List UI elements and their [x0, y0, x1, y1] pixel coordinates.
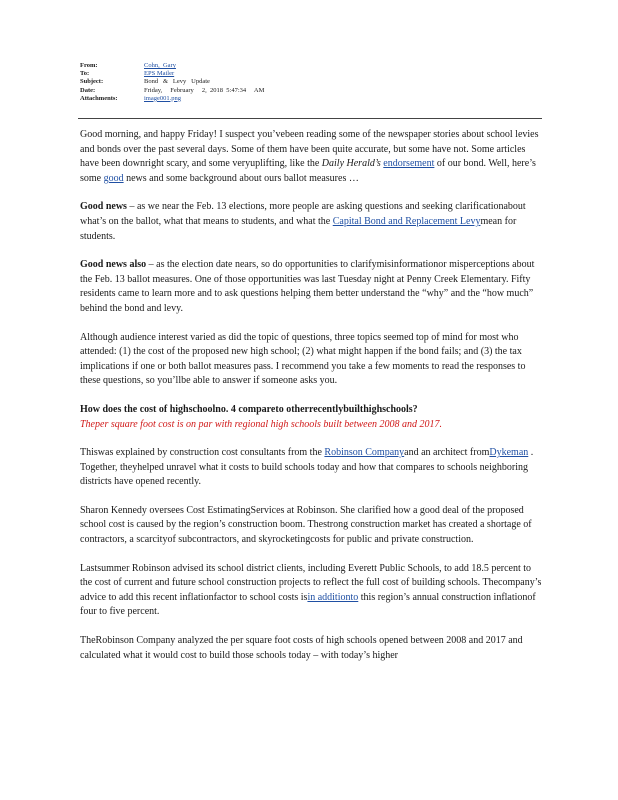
- paragraph-greeting: [80, 128, 542, 186]
- paragraph-good-news: [80, 200, 542, 244]
- topics-text: Although audience interest varied as did the topic of questions, three topics seemed top of mind for most who attended: (1) the cost of the proposed new high school; (2) what might happen if the bond fails; and (3) the tax implications if one or both ballot measures pass. I recommend you take a few moments to read the responses to these questions, so you’llbe able to answer if someone asks you.: [80, 331, 526, 387]
- to-value[interactable]: EPS Mailer: [144, 70, 175, 78]
- endorsement-link[interactable]: endorsement: [383, 158, 435, 170]
- good-news-heading: Good news: [80, 201, 127, 213]
- good-news-text-2: mean for students.: [80, 215, 517, 242]
- paragraph-robinson-analysis: [80, 634, 542, 663]
- good-news-link[interactable]: good: [103, 172, 124, 184]
- last-summer-text-2: this region’s annual construction inflationof four to five percent.: [80, 591, 536, 618]
- header-from-row: [80, 62, 540, 70]
- paragraph-question-1: [80, 403, 542, 432]
- capital-bond-levy-link[interactable]: Capital Bond and Replacement Levy: [332, 215, 481, 227]
- attachment-link[interactable]: image001.png: [144, 94, 182, 102]
- paragraph-sharon-kennedy: [80, 504, 542, 548]
- paragraph-last-summer: [80, 562, 542, 620]
- daily-herald-text: Daily Herald’s: [321, 158, 381, 170]
- attachments-label: Attachments:: [80, 94, 118, 102]
- date-value: Friday, February 2, 2018 5:47:34 AM: [144, 86, 265, 94]
- from-value[interactable]: Cohn, Gary: [144, 62, 176, 69]
- greeting-text-4: news and some background about ours ballot measures …: [123, 172, 359, 184]
- robinson-analysis-text: TheRobinson Company analyzed the per square foot costs of high schools opened between 2008 and 2017 and calculated what it would cost to build those schools today – with today’s higher: [80, 635, 523, 661]
- in-addition-to-link[interactable]: in additionto: [307, 591, 359, 603]
- greeting-text-3: of our bond. Well, here’s some: [80, 158, 536, 184]
- good-news-text-1: – as we near the Feb. 13 elections, more people are asking questions and seeking clarificationabout what’s on the ballot, what that means to students, and what the: [80, 201, 526, 227]
- header-attachments-row: [80, 95, 540, 103]
- last-summer-text-1: Lastsummer Robinson advised its school district clients, including Everett Public Schools, to add 18.5 percent to the cost of current and future school construction projects to reflect the full cost of building schools. Thecompany’s advice to add this recent inflationfactor to school costs is: [80, 562, 542, 603]
- subject-value: Bond & Levy Update: [144, 78, 210, 86]
- header-divider: [78, 118, 542, 119]
- email-body: [80, 128, 542, 663]
- greeting-text-1: Good morning, and happy Friday! I suspect you’vebeen reading some of the newspaper stories about school levies and bonds over the past several days. Some of them have been quite accurate, but some have not. Some articles have been downright scary, and some veryuplifting, like the: [80, 129, 539, 170]
- question-1-heading: How does the cost of highschoolno. 4 compareto otherrecentlybuilthighschools?: [80, 403, 418, 415]
- dykeman-link[interactable]: Dykeman: [489, 447, 529, 459]
- sharon-kennedy-text: Sharon Kennedy oversees Cost EstimatingServices at Robinson. She clarified how a good deal of the proposed school cost is caused by the region’s construction boom. Thestrong construction market has created a shortage of contractors, a scarcityof subcontractors, and skyrocketingcosts for public and private construction.: [80, 504, 532, 546]
- question-1-answer: Theper square foot cost is on par with regional high schools built between 2008 and 2017.: [80, 418, 443, 430]
- from-label: From:: [80, 62, 98, 69]
- to-label: To:: [80, 70, 90, 78]
- subject-label: Subject:: [80, 78, 104, 86]
- date-label: Date:: [80, 86, 96, 94]
- header-subject-row: [80, 78, 540, 86]
- consultants-text-3: . Together, theyhelped unravel what it costs to build schools today and how that compares to schools neighboring districts have opened recently.: [80, 447, 534, 488]
- consultants-text-2: and an architect from: [404, 447, 490, 459]
- header-to-row: [80, 70, 540, 78]
- robinson-company-link[interactable]: Robinson Company: [324, 447, 405, 459]
- paragraph-consultants: [80, 446, 542, 490]
- consultants-text-1: Thiswas explained by construction cost consultants from the: [80, 447, 325, 459]
- paragraph-topics: [80, 331, 542, 389]
- paragraph-good-news-also: [80, 258, 542, 316]
- email-header: [80, 62, 540, 103]
- good-news-also-text: – as the election date nears, so do opportunities to clarifymisinformationor misperceptions about the Feb. 13 ballot measures. One of those opportunities was last Tuesday night at Penny Creek Elementary. Fifty residents came to learn more and to ask questions helping them better understand the “why” and the “how much” behind the bond and levy.: [80, 259, 535, 314]
- good-news-also-heading: Good news also: [80, 259, 147, 271]
- header-date-row: [80, 87, 540, 95]
